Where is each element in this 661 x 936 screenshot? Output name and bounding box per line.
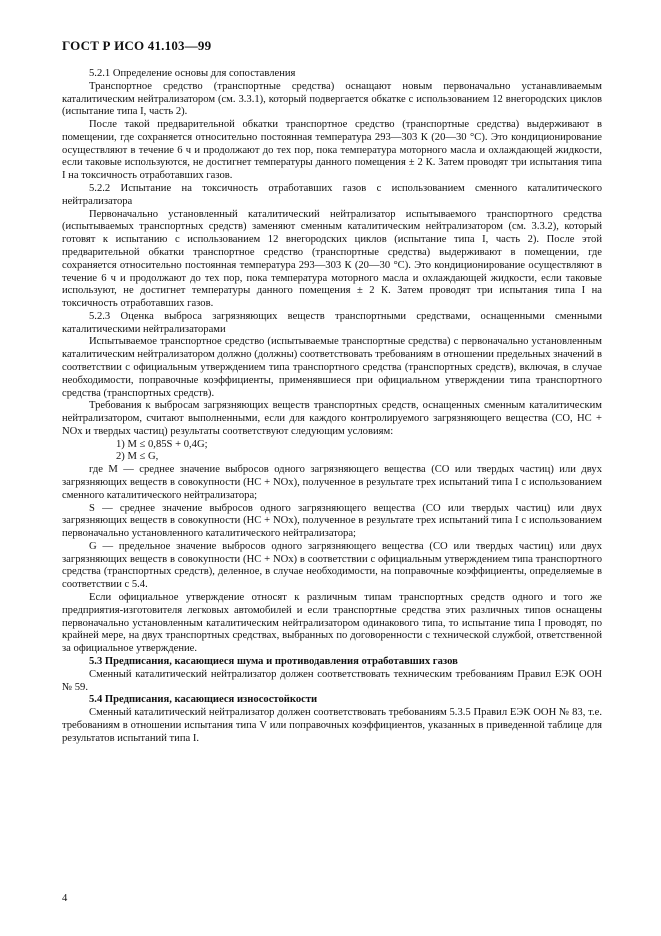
paragraph: Сменный каталитический нейтрализатор должен соответствовать требованиям 5.3.5 Правил ЕЭК ООН № 83, т.е. требованиям в отношении испытания типа V или поправочных коэффициентов, указанных в приведенной таблице для результатов испытаний типа I. [62,707,602,744]
definition: G — предельное значение выбросов одного загрязняющего вещества (CO или твердых частиц) или двух загрязняющих веществ в совокупности (HC + NOx) в соответствии с официальным утверждением типа транспортного средства (транспортных средств), деленное, в случае необходимости, на поправочные коэффициенты, определяемые в соответствии с 5.4. [62,540,602,591]
subsection-title: 5.2.1 Определение основы для сопоставления [89,68,296,79]
document-body [62,68,602,745]
formula: 1) M ≤ 0,85S + 0,4G; [116,438,208,450]
page-number: 4 [62,893,68,904]
formula: 2) M ≤ G, [116,451,159,463]
definition: где M — среднее значение выбросов одного загрязняющего вещества (CO или твердых частиц) или двух загрязняющих веществ в совокупности (HC + NOx), полученное в результате трех испытаний типа I с использованием сменного каталитического нейтрализатора; [62,464,602,501]
paragraph: Испытываемое транспортное средство (испытываемые транспортные средства) с первоначально установленным каталитическим нейтрализатором должно (должны) соответствовать требованиям в отношении предельных значений в соответствии с официальным утверждением типа транспортного средства (транспортных средств), включая, в случае необходимости, поправочные коэффициенты, применявшиеся при официальном утверждении типа транспортного средства (транспортных средств). [62,336,602,399]
definition: S — среднее значение выбросов одного загрязняющего вещества (CO или твердых частиц) или двух загрязняющих веществ в совокупности (HC + NOx), полученное в результате трех испытаний типа I с использованием первоначально установленного каталитического нейтрализатора; [62,502,602,540]
paragraph: Если официальное утверждение относят к различным типам транспортных средств одного и того же предприятия-изготовителя легковых автомобилей и если транспортные средства этих различных типов оснащены первоначально установленным каталитическим нейтрализатором одинакового типа, то испытание типа I проводят, по крайней мере, на двух транспортных средствах, выбранных по договоренности с технической службой, ответственной за официальное утверждение. [62,592,602,655]
subsection-title: 5.2.3 Оценка выброса загрязняющих веществ транспортными средствами, оснащенными сменными каталитическими нейтрализаторами [62,310,602,335]
paragraph: Требования к выбросам загрязняющих веществ транспортных средств, оснащенных сменным каталитическим нейтрализатором, считают выполненными, если для каждого контролируемого загрязняющего вещества (CO, HC + NOx и твердых частиц) результаты соответствуют следующим условиям: [62,400,602,437]
section-heading: 5.3 Предписания, касающиеся шума и противодавления отработавших газов [89,655,458,667]
section-heading: 5.4 Предписания, касающиеся износостойкости [89,694,318,706]
paragraph: Транспортное средство (транспортные средства) оснащают новым первоначально устанавливаемым каталитическим нейтрализатором (см. 3.3.1), который подвергается обкатке с использованием 12 внегородских циклов (испытание типа I, часть 2). [62,80,602,118]
subsection-title: 5.2.2 Испытание на токсичность отработавших газов с использованием сменного каталитического нейтрализатора [62,183,602,207]
paragraph: Первоначально установленный каталитический нейтрализатор испытываемого транспортного средства (испытываемых транспортных средств) заменяют сменным каталитическим нейтрализатором (см. 3.3.2), который готовят к испытанию с использованием 12 внегородских циклов (испытание типа I, часть 2). После этой предварительной обкатки транспортное средство (транспортные средства) выдерживают в помещении, где сохраняется относительно постоянная температура 293—303 К (20—30 °С). Это кондиционирование осуществляют в течение 6 ч и продолжают до тех пор, пока температура моторного масла и охлаждающей жидкости, если таковые используют, не достигнет температуры данного помещения ± 2 К. Затем проводят три испытания типа I на токсичность отработавших газов. [62,208,602,310]
paragraph: Сменный каталитический нейтрализатор должен соответствовать техническим требованиям Правил ЕЭК ООН № 59. [62,668,602,693]
document-header: ГОСТ Р ИСО 41.103—99 [62,38,212,53]
paragraph: После такой предварительной обкатки транспортное средство (транспортные средства) выдерживают в помещении, где сохраняется относительно постоянная температура 293—303 К (20—30 °С). Это кондиционирование осуществляют в течение 6 ч и продолжают до тех пор, пока температура моторного масла и охлаждающей жидкости, если таковые используются, не достигнет температуры данного помещения ± 2 К. Затем проводят три испытания типа I на токсичность отработавших газов. [62,119,602,182]
